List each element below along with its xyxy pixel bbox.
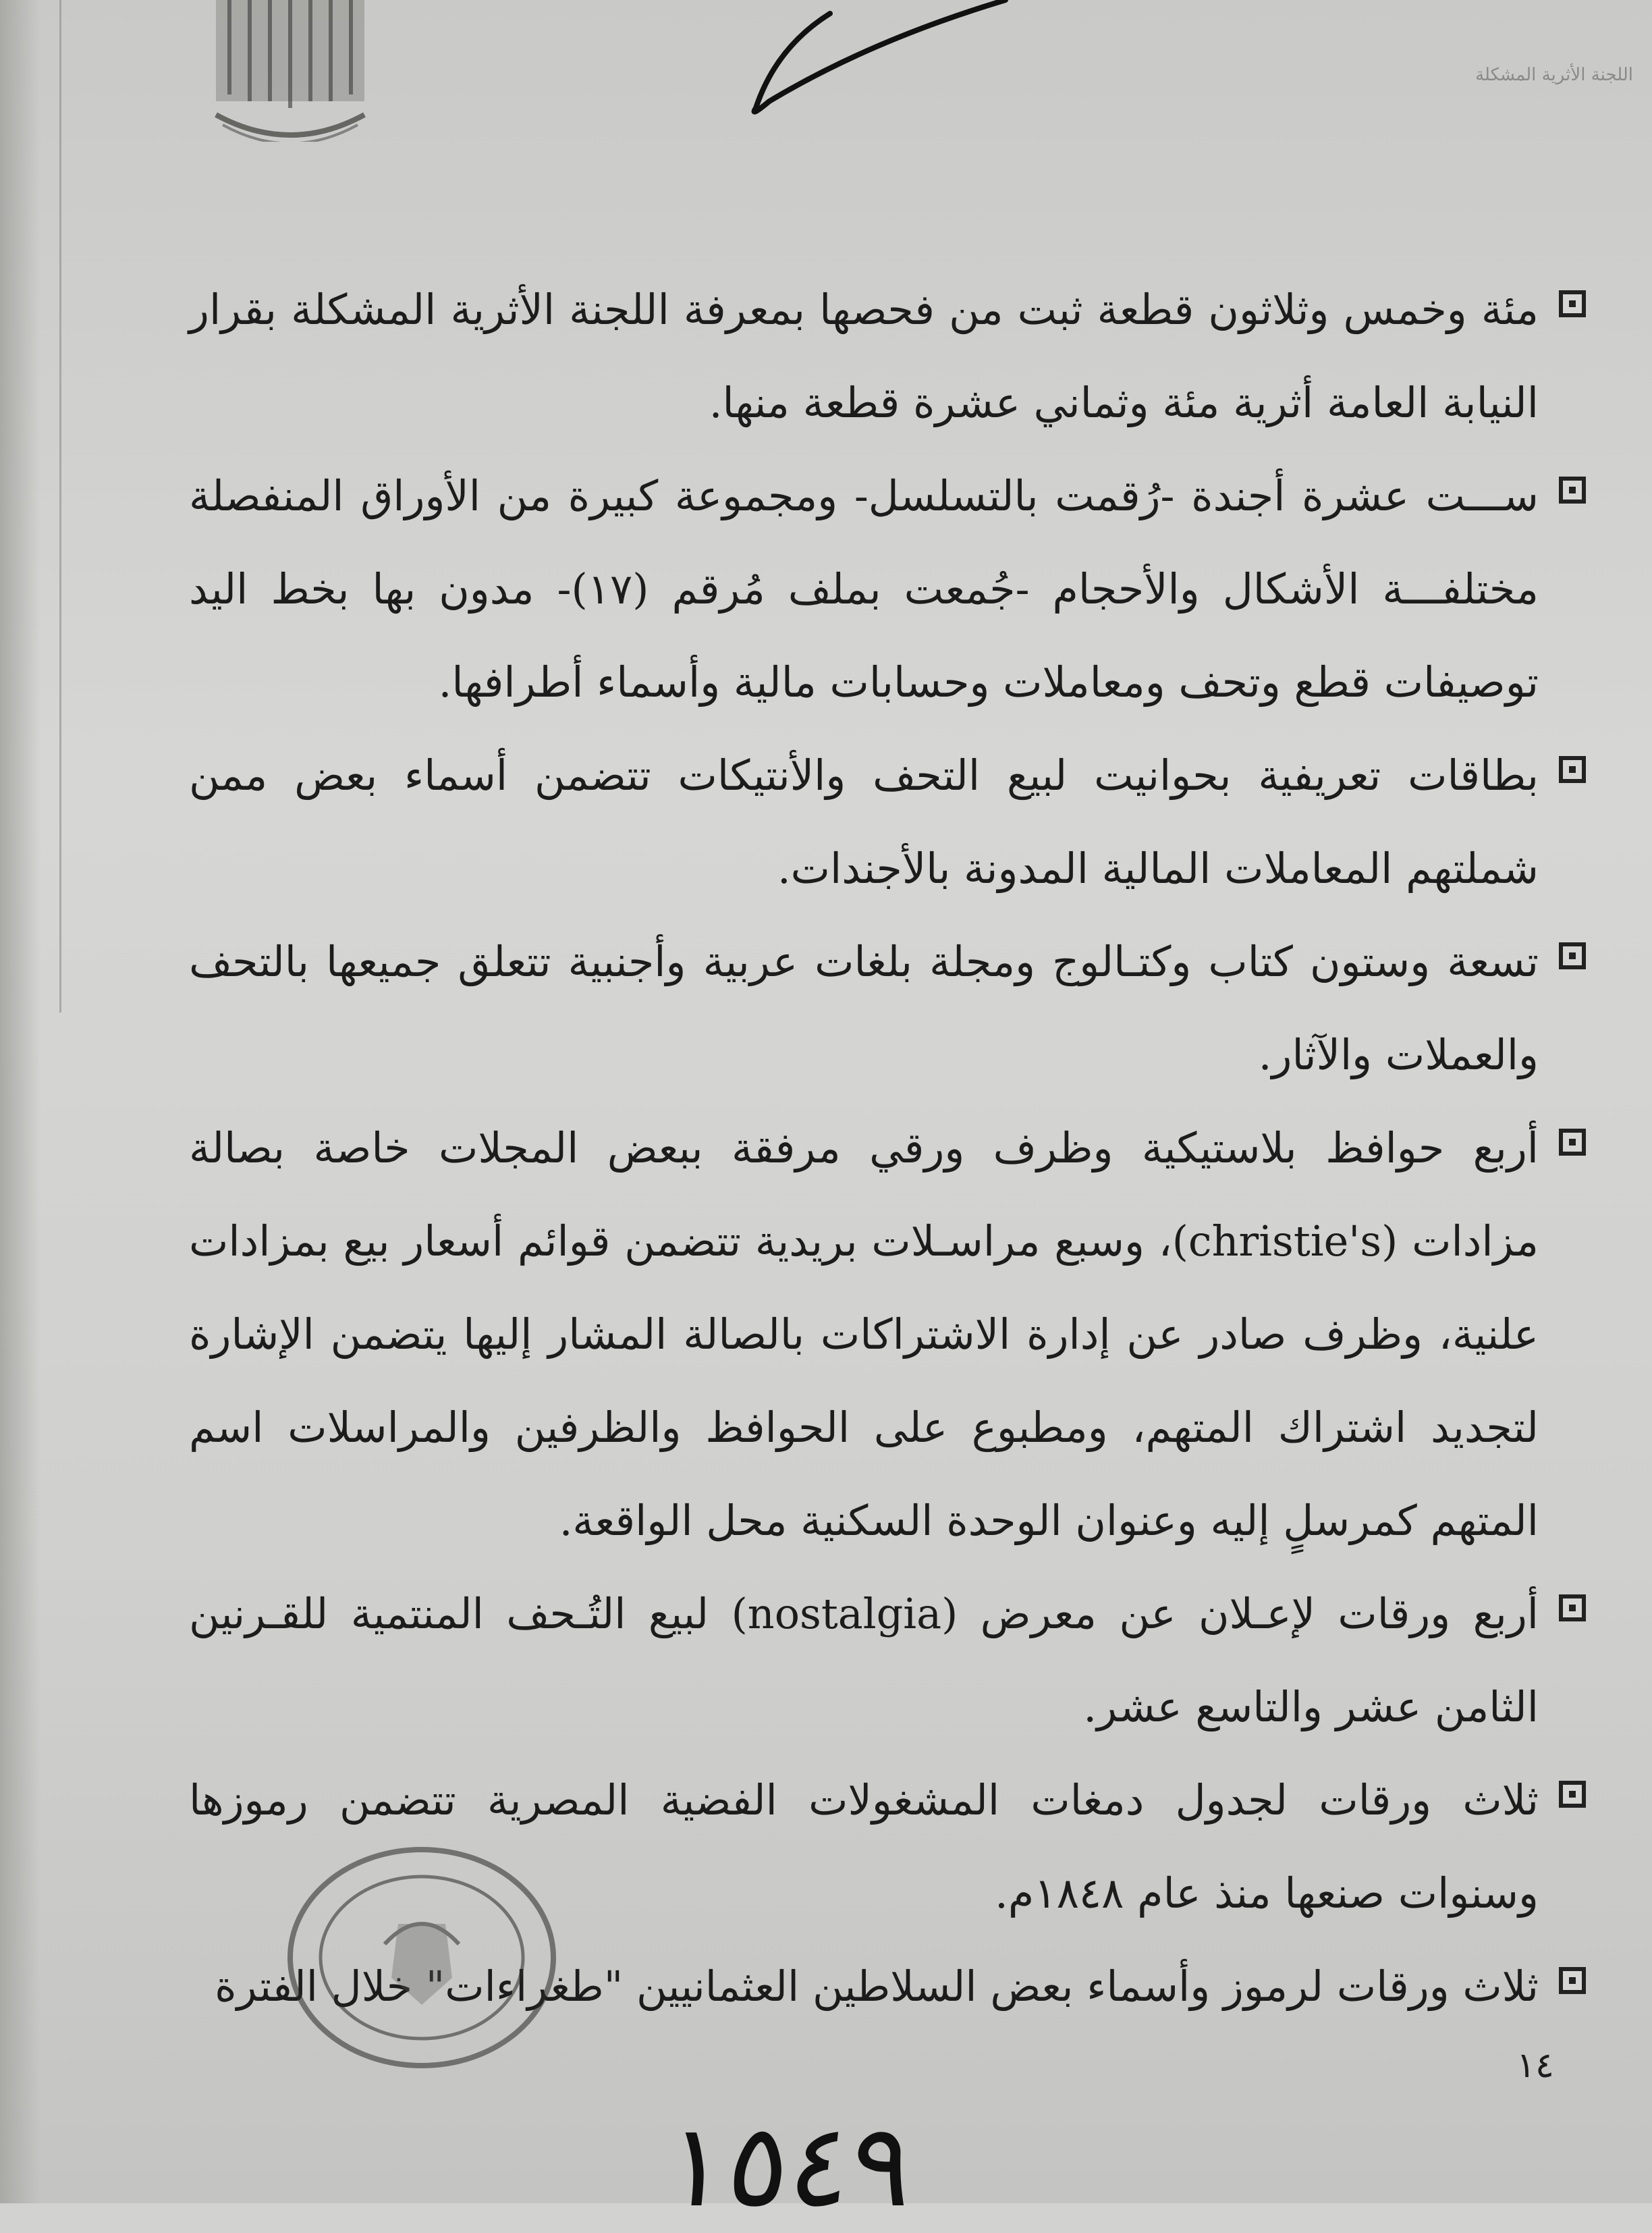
list-item-text: أربع ورقات لإعـلان عن معرض (nostalgia) لبيع التُـحف المنتمية للقـرنين الثامن عشر والتاسع عشر. <box>189 1589 1539 1731</box>
list-item <box>189 1102 1586 1567</box>
list-item-text: تسعة وستون كتاب وكتـالوج ومجلة بلغات عربية وأجنبية تتعلق جميعها بالتحف والعملات والآثار. <box>189 937 1539 1079</box>
list-item <box>189 263 1586 450</box>
official-seal-icon <box>283 1843 560 2072</box>
list-item <box>189 1567 1586 1754</box>
square-bullet-icon <box>1559 1967 1586 1994</box>
square-bullet-icon <box>1559 1129 1586 1156</box>
document-body <box>189 263 1586 2033</box>
fold-line <box>59 0 61 1013</box>
faint-header-text: اللجنة الأثرية المشكلة <box>1475 65 1633 85</box>
handwritten-page-number: ١٥٤٩ <box>659 2099 920 2233</box>
square-bullet-icon <box>1559 1781 1586 1808</box>
signature-mark <box>736 0 1019 128</box>
list-item-text: أربع حوافظ بلاستيكية وظرف ورقي مرفقة ببعض المجلات خاصة بصالة مزادات (christie's)، وسبع مراسـلات بريدية تتضمن قوائم أسعار بيع بمزادات علنية، وظرف صادر عن إدارة الاشتراكات بالصالة المشار إليها يتضمن الإشارة لتجديد اشتراك المتهم، ومطبوع على الحوافظ والظرفين والمراسلات اسم المتهم كمرسلٍ إليه وعنوان الوحدة السكنية محل الواقعة. <box>189 1123 1539 1545</box>
eagle-emblem-icon <box>202 0 378 142</box>
square-bullet-icon <box>1559 290 1586 317</box>
list-item <box>189 450 1586 729</box>
list-item <box>189 915 1586 1102</box>
list-item-text: مئة وخمس وثلاثون قطعة ثبت من فحصها بمعرفة اللجنة الأثرية المشكلة بقرار النيابة العامة أثرية مئة وثماني عشرة قطعة منها. <box>189 285 1539 427</box>
list-item-text: بطاقات تعريفية بحوانيت لبيع التحف والأنتيكات تتضمن أسماء بعض ممن شملتهم المعاملات المالية المدونة بالأجندات. <box>189 751 1539 893</box>
page-shadow <box>0 0 40 2203</box>
square-bullet-icon <box>1559 756 1586 783</box>
list-item-text: ثلاث ورقات لجدول دمغات المشغولات الفضية المصرية تتضمن رموزها وسنوات صنعها منذ عام ١٨٤٨م. <box>189 1775 1539 1918</box>
square-bullet-icon <box>1559 942 1586 969</box>
square-bullet-icon <box>1559 1594 1586 1621</box>
list-item-text: ثلاث ورقات لرموز وأسماء بعض السلاطين العثمانيين "طغراءات" خلال الفترة <box>215 1962 1539 2011</box>
page-number: ١٤ <box>1516 2045 1554 2086</box>
square-bullet-icon <box>1559 477 1586 504</box>
list-item-text: ســـت عشرة أجندة -رُقمت بالتسلسل- ومجموعة كبيرة من الأوراق المنفصلة مختلفـــة الأشكال والأحجام -جُمعت بملف مُرقم (١٧)- مدون بها بخط اليد توصيفات قطع وتحف ومعاملات وحسابات مالية وأسماء أطرافها. <box>189 471 1539 707</box>
list-item <box>189 729 1586 915</box>
